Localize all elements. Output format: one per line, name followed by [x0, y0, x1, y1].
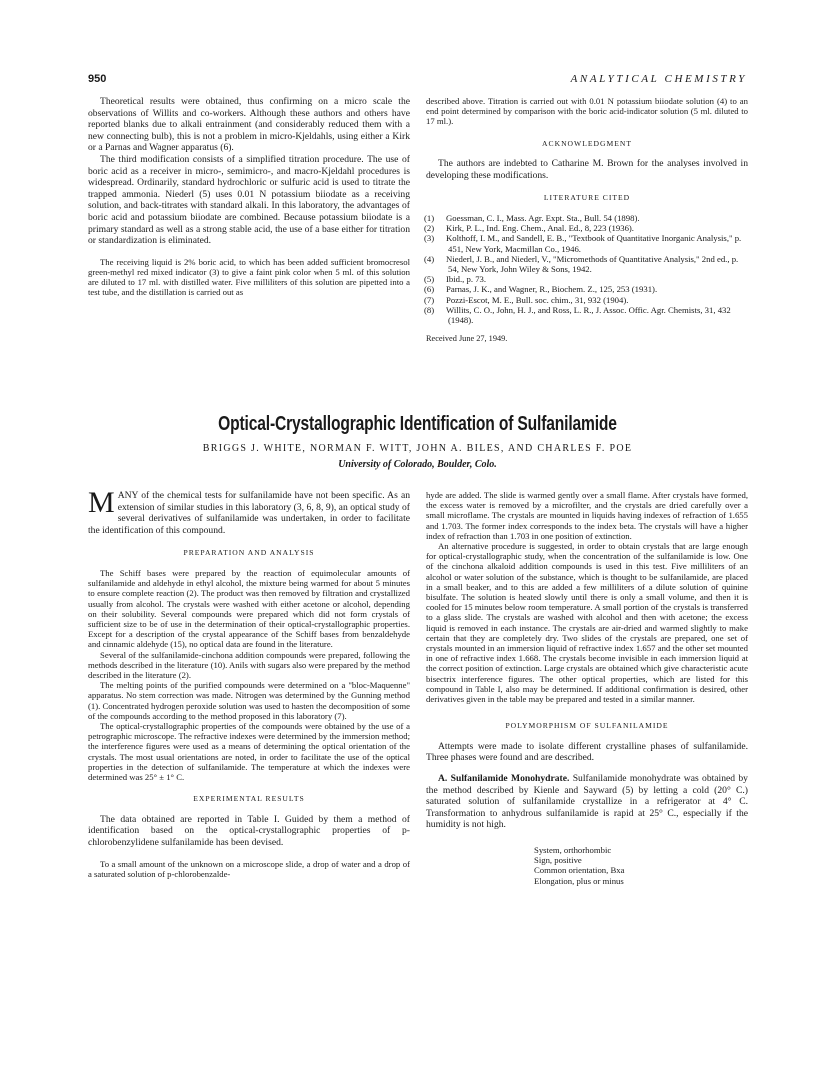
- experimental-heading: EXPERIMENTAL RESULTS: [193, 794, 305, 804]
- polymorphism-heading: POLYMORPHISM OF SULFANILAMIDE: [505, 721, 669, 731]
- paragraph: The data obtained are reported in Table I. Guided by them a method of identification based on the optical-crystallographic properties of p-chlorobenzylidene sulfanilamide has been devised.: [88, 813, 410, 849]
- property-item: Sign, positive: [534, 855, 582, 866]
- small-paragraph: The receiving liquid is 2% boric acid, to which has been added sufficient bromocresol green-methyl red mixed indicator (3) to give a faint pink color when 5 ml. of this solution are diluted to 17 ml. with distilled water. Five milliliters of this solution are pipetted into a test tube, and the distillation is carried out as: [88, 256, 410, 298]
- paragraph: The third modification consists of a simplified titration procedure. The use of boric acid as a receiver in micro-, semimicro-, and macro-Kjeldahl procedures is widespread. Ordinarily, standard hydrochloric or sulfuric acid is used to titrate the trapped ammonia. Niederl (5) uses 0.01 N potassium biiodate as a receiving solution, and back-titrates with standard alkali. In this laboratory, the advantages of boric acid and potassium biiodate are combined. Because potassium biiodate is a primary standard as well as a strong stable acid, the use of a base either for titration or standardization is eliminated.: [88, 153, 410, 247]
- property-item: Common orientation, Bxa: [534, 865, 625, 876]
- reference-item: (3) Kolthoff, I. M., and Sandell, E. B., "Textbook of Quantitative Inorganic Analysis," p. 451, New York, Macmillan Co., 1946.: [424, 233, 742, 254]
- page-number: 950: [88, 73, 107, 85]
- paragraph: Attempts were made to isolate different crystalline phases of sulfanilamide. Three phases were found and are described.: [426, 740, 748, 764]
- small-paragraph: An alternative procedure is suggested, in order to obtain crystals that are large enough for optical-crystallographic study, when the concentration of the sulfanilamide is low. One of the cinchona alkaloid addition compounds is used in this test. Five milliliters of an alcohol or water solution of the substance, which is thought to be sulfanilamide, are placed in a small beaker, and to this are added a few milliliters of a dilute solution of quinine bisulfate. The solution is heated slowly until there is only a small volume, and then it is cooled for 15 minutes below room temperature. A small portion of the crystals is transferred to a glass slide. The crystals are washed with alcohol and then with acetone; the excess liquid is removed in each instance. The crystals are air-dried and warmed slightly to make certain that they are completely dry. Two slides of the crystals are prepared, one set of crystals mounted in an immersion liquid of refractive index 1.657 and the other set mounted in one of refractive index 1.668. The crystals become invisible in each immersion liquid at the correct position of extinction. Large crystals are obtained which give characteristic acute bisectrix interference figures. The other optical properties, which are listed for this compound in Table I, also may be determined. If additional confirmation is desired, other derivatives given in the table may be prepared and tested in a similar manner.: [426, 541, 748, 705]
- small-paragraph: The melting points of the purified compounds were determined on a "bloc-Maquenne" apparatus. No stem correction was made. Nitrogen was determined by the Gunning method (1). Concentrated hydrogen peroxide solution was used to hasten the decomposition of some of the compounds according to the method proposed in this laboratory (7).: [88, 680, 410, 721]
- monohydrate-heading: A. Sulfanilamide Monohydrate.: [438, 773, 570, 785]
- reference-list: [426, 213, 748, 325]
- article-left-column: [88, 486, 410, 879]
- reference-item: (6) Parnas, J. K., and Wagner, R., Biochem. Z., 125, 253 (1931).: [424, 284, 658, 295]
- small-paragraph: described above. Titration is carried out with 0.01 N potassium biiodate solution (4) to an end point determined by comparison with the boric acid-indicator solution (5 ml. diluted to 17 ml.).: [426, 96, 748, 127]
- received-date: Received June 27, 1949.: [426, 334, 508, 344]
- small-paragraph: To a small amount of the unknown on a microscope slide, a drop of water and a drop of a saturated solution of p-chlorobenzalde-: [88, 858, 410, 879]
- property-list: [534, 845, 748, 886]
- small-paragraph: Several of the sulfanilamide-cinchona addition compounds were prepared, following the methods described in the literature (10). Anils with sugars also were prepared by the method described in the literature (2).: [88, 649, 410, 680]
- prev-article-right-column: [426, 96, 748, 345]
- small-paragraph: The optical-crystallographic properties of the compounds were obtained by the use of a petrographic microscope. The refractive indexes were determined by the immersion method; the interference figures were used as a means of determining the optical orientation of the crystals. The most usual orientations are noted, in order to facilitate the use of the optical properties in the detection of sulfanilamide. The temperature at which the indexes were determined was 25° ± 1° C.: [88, 721, 410, 783]
- acknowledgment-heading: ACKNOWLEDGMENT: [542, 138, 632, 148]
- article-right-column: [426, 490, 748, 886]
- literature-heading: LITERATURE CITED: [543, 193, 631, 203]
- reference-item: (5) Ibid., p. 73.: [424, 274, 487, 285]
- acknowledgment-text: The authors are indebted to Catharine M. Brown for the analyses involved in developing these modifications.: [426, 158, 748, 181]
- property-item: System, orthorhombic: [534, 845, 612, 856]
- reference-item: (1) Goessman, C. I., Mass. Agr. Expt. Sta., Bull. 54 (1898).: [424, 212, 640, 223]
- prev-article-left-column: [88, 96, 410, 298]
- dropcap: M: [88, 486, 115, 519]
- article-authors: BRIGGS J. WHITE, NORMAN F. WITT, JOHN A. BILES, AND CHARLES F. POE: [202, 443, 633, 454]
- small-paragraph: hyde are added. The slide is warmed gently over a small flame. After crystals have formed, the excess water is removed by a microfilter, and the crystals are dried carefully over a small microflame. The crystals are mounted in liquids having indexes of refraction of 1.655 and 1.703. The former index corresponds to the index beta. The crystals will have a higher index of refraction than 1.703 in one position of extinction.: [426, 490, 748, 541]
- paragraph: Theoretical results were obtained, thus confirming on a micro scale the observations of Willits and co-workers. Although these authors and others have reported blanks due to alkali entrainment (and considerably reduced them with a new connecting bulb), this is not a problem in micro-Kjeldahls, using either a Kirk or a Parnas and Wagner apparatus (6).: [88, 96, 410, 154]
- reference-item: (2) Kirk, P. L., Ind. Eng. Chem., Anal. Ed., 8, 223 (1936).: [424, 223, 634, 234]
- monohydrate-text: Sulfanilamide monohydrate was obtained by the method described by Kienle and Sayward (5) by letting a cold (20° C.) saturated solution of sulfanilamide crystallize in a refrigerator at 4° C. Transformation to anhydrous sulfanilamide is rapid at 25° C., especially if the humidity is not high.: [426, 773, 748, 831]
- article-affiliation: University of Colorado, Boulder, Colo.: [338, 459, 497, 470]
- reference-item: (7) Pozzi-Escot, M. E., Bull. soc. chim., 31, 932 (1904).: [424, 294, 629, 305]
- preparation-heading: PREPARATION AND ANALYSIS: [183, 548, 315, 558]
- intro-paragraph: ANY of the chemical tests for sulfanilamide have not been specific. As an extension of similar studies in this laboratory (3, 6, 8, 9), an optical study of several derivatives of sulfanilamide was undertaken, in order to facilitate the identification of this compound.: [88, 490, 410, 536]
- page-header: [88, 73, 747, 87]
- article-title: Optical-Crystallographic Identification of Sulfanilamide: [218, 413, 617, 435]
- reference-item: (8) Willits, C. O., John, H. J., and Ross, L. R., J. Assoc. Offic. Agr. Chemists, 31, 432 (1948).: [424, 304, 731, 326]
- journal-name: ANALYTICAL CHEMISTRY: [570, 73, 747, 85]
- property-item: Elongation, plus or minus: [534, 875, 624, 886]
- small-paragraph: The Schiff bases were prepared by the reaction of equimolecular amounts of sulfanilamide and aldehyde in ethyl alcohol, the mixture being warmed for about 5 minutes to ensure complete reaction (2). The product was then removed by filtration and crystallized usually from alcohol. The crystals were washed with either acetone or alcohol, depending on their solubility. Several compounds were prepared which did not form crystals of sufficient size to be of use in the determination of their optical-crystallographic properties. Except for a description of the crystal appearance of the Schiff bases from benzaldehyde and cinnamic aldehyde (15), no optical data are found in the literature.: [88, 567, 410, 650]
- reference-item: (4) Niederl, J. B., and Niederl, V., "Micromethods of Quantitative Analysis," 2nd ed., p. 54, New York, John Wiley & Sons, 1942.: [424, 253, 739, 274]
